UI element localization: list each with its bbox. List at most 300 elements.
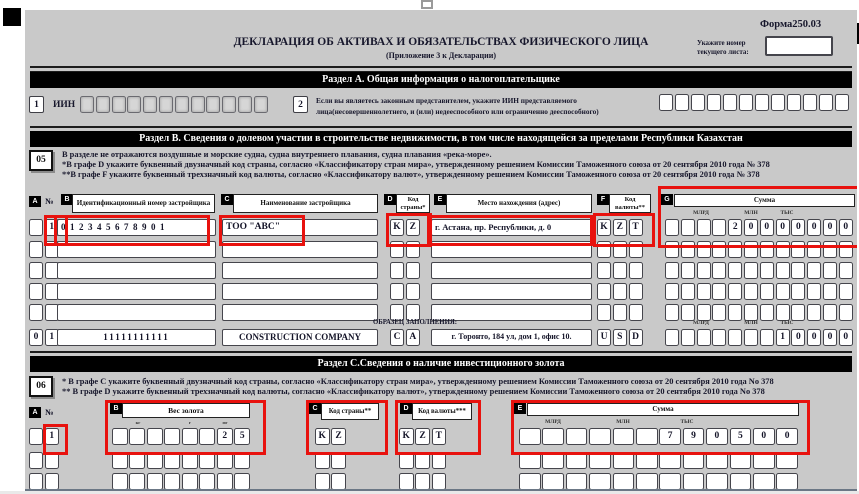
char-box[interactable]	[406, 283, 420, 300]
char-box[interactable]	[96, 96, 110, 113]
char-box[interactable]: 0	[807, 219, 821, 236]
sample-amount-boxes	[665, 329, 855, 346]
char-box[interactable]	[234, 473, 250, 490]
char-box[interactable]	[629, 283, 643, 300]
char-box[interactable]	[712, 241, 726, 258]
gold-row1-amount-boxes[interactable]	[519, 428, 800, 445]
row1-number-boxes[interactable]	[29, 219, 61, 236]
char-box[interactable]: 0	[823, 219, 837, 236]
char-box[interactable]	[629, 241, 643, 258]
char-box[interactable]	[406, 262, 420, 279]
char-box[interactable]	[697, 241, 711, 258]
char-box-row[interactable]	[519, 452, 800, 469]
char-box-row[interactable]	[390, 241, 422, 258]
char-box-row[interactable]	[390, 283, 422, 300]
char-box-row[interactable]	[597, 283, 644, 300]
char-box[interactable]	[760, 283, 774, 300]
char-box[interactable]: T	[629, 219, 643, 236]
section-a-band: Раздел А. Общая информация о налогоплательщике	[30, 72, 852, 88]
char-box[interactable]	[697, 304, 711, 321]
sheet-number-input[interactable]	[765, 36, 833, 56]
sample-developer-id: 11111111111	[57, 329, 216, 346]
char-box[interactable]	[839, 262, 853, 279]
char-box[interactable]	[776, 262, 790, 279]
char-box: 0	[29, 329, 43, 346]
char-box[interactable]	[29, 452, 43, 469]
iin-input-boxes[interactable]	[80, 96, 270, 113]
char-box[interactable]	[29, 283, 43, 300]
char-box-row[interactable]	[665, 304, 855, 321]
char-box[interactable]	[597, 241, 611, 258]
empty-field[interactable]	[57, 304, 216, 321]
char-box[interactable]	[807, 304, 821, 321]
char-box[interactable]	[217, 473, 233, 490]
char-box[interactable]	[519, 428, 541, 445]
section-c-band: Раздел С.Сведения о наличие инвестиционного золота	[30, 356, 852, 372]
weight-scale-kg: кг	[135, 420, 141, 425]
char-box[interactable]	[665, 241, 679, 258]
char-box[interactable]: 9	[683, 428, 705, 445]
char-box[interactable]	[597, 304, 611, 321]
char-box[interactable]	[390, 262, 404, 279]
char-box[interactable]	[835, 94, 849, 111]
char-box: 0	[823, 329, 837, 346]
char-box[interactable]	[613, 283, 627, 300]
char-box[interactable]	[566, 452, 588, 469]
char-box[interactable]	[432, 452, 447, 469]
char-box[interactable]	[147, 428, 163, 445]
char-box[interactable]: 1	[45, 219, 59, 236]
col-d-header: Код страны*	[396, 194, 430, 213]
char-box[interactable]: K	[315, 428, 330, 445]
char-box[interactable]	[143, 96, 157, 113]
char-box[interactable]	[29, 262, 43, 279]
sample-currency-code	[597, 329, 644, 346]
char-box[interactable]: 2	[728, 219, 742, 236]
char-box[interactable]	[199, 473, 215, 490]
char-box[interactable]	[823, 283, 837, 300]
char-box[interactable]	[728, 283, 742, 300]
col-d-key: D	[384, 194, 396, 205]
char-box[interactable]	[238, 96, 252, 113]
char-box[interactable]	[776, 304, 790, 321]
char-box[interactable]: K	[597, 219, 611, 236]
representative-text-line1: Если вы являетесь законным представителем, укажите ИИН представляемого	[316, 96, 577, 105]
char-box[interactable]: Z	[415, 428, 430, 445]
col2-c-key: C	[309, 403, 321, 414]
char-box[interactable]	[254, 96, 268, 113]
char-box[interactable]	[712, 304, 726, 321]
char-box[interactable]	[112, 428, 128, 445]
char-box[interactable]	[80, 96, 94, 113]
char-box[interactable]	[613, 262, 627, 279]
char-box[interactable]	[29, 304, 43, 321]
col-c-key: C	[221, 194, 233, 205]
char-box[interactable]	[803, 94, 817, 111]
char-box[interactable]	[164, 473, 180, 490]
char-box[interactable]	[206, 96, 220, 113]
char-box[interactable]	[675, 94, 689, 111]
char-box[interactable]	[776, 283, 790, 300]
char-box[interactable]	[566, 473, 588, 490]
char-box[interactable]	[776, 241, 790, 258]
char-box[interactable]	[744, 241, 758, 258]
representative-iin-boxes[interactable]	[659, 94, 851, 111]
char-box[interactable]	[791, 262, 805, 279]
char-box[interactable]	[29, 241, 43, 258]
scale2-tys: ТЫС	[680, 419, 694, 425]
char-box[interactable]	[791, 283, 805, 300]
char-box[interactable]	[819, 94, 833, 111]
char-box[interactable]	[147, 452, 163, 469]
char-box: S	[613, 329, 627, 346]
char-box[interactable]	[164, 452, 180, 469]
char-box[interactable]	[399, 473, 414, 490]
char-box	[760, 329, 774, 346]
iin-label: ИИН	[53, 100, 76, 110]
char-box[interactable]	[839, 283, 853, 300]
col2-a-label: №	[45, 407, 54, 417]
char-box[interactable]	[331, 473, 346, 490]
char-box[interactable]: Z	[406, 219, 420, 236]
char-box	[697, 329, 711, 346]
char-box[interactable]	[597, 283, 611, 300]
sample-scale-tys: ТЫС	[780, 320, 794, 326]
char-box[interactable]	[629, 262, 643, 279]
char-box[interactable]	[755, 94, 769, 111]
char-box-row[interactable]	[399, 452, 448, 469]
char-box[interactable]	[315, 473, 330, 490]
char-box[interactable]	[542, 452, 564, 469]
char-box[interactable]	[636, 428, 658, 445]
char-box[interactable]	[199, 428, 215, 445]
char-box[interactable]: 1	[45, 428, 59, 445]
char-box[interactable]	[807, 283, 821, 300]
char-box[interactable]	[589, 452, 611, 469]
section-b-note-1: В разделе не отражаются воздушные и морские судна, судна внутреннего плавания, судна плавания «река-море».	[62, 150, 492, 159]
char-box[interactable]	[45, 452, 59, 469]
empty-field[interactable]	[431, 262, 592, 279]
char-box-row[interactable]	[29, 241, 61, 258]
char-box[interactable]	[629, 304, 643, 321]
section-c-code: 06	[29, 376, 53, 397]
char-box[interactable]	[753, 473, 775, 490]
char-box[interactable]	[159, 96, 173, 113]
char-box[interactable]	[519, 452, 541, 469]
gold-row1-country-code[interactable]	[315, 428, 348, 445]
char-box[interactable]	[29, 428, 43, 445]
empty-field[interactable]	[57, 262, 216, 279]
char-box[interactable]	[315, 452, 330, 469]
char-box[interactable]	[707, 94, 721, 111]
char-box-row[interactable]	[112, 473, 252, 490]
col2-b-header: Вес золота	[122, 403, 250, 418]
char-box[interactable]	[807, 241, 821, 258]
row1-country-code[interactable]	[390, 219, 422, 236]
char-box	[712, 329, 726, 346]
char-box[interactable]	[760, 241, 774, 258]
sample-scale-mln: МЛН	[744, 320, 758, 326]
char-box[interactable]	[129, 452, 145, 469]
char-box[interactable]	[787, 94, 801, 111]
char-box[interactable]	[791, 304, 805, 321]
char-box-row[interactable]	[29, 452, 61, 469]
char-box[interactable]	[112, 452, 128, 469]
char-box[interactable]: 0	[839, 219, 853, 236]
sheet-number-label-line2: текущего листа:	[697, 48, 749, 56]
char-box[interactable]: K	[399, 428, 414, 445]
char-box[interactable]	[390, 283, 404, 300]
char-box[interactable]	[636, 473, 658, 490]
char-box: 0	[807, 329, 821, 346]
char-box[interactable]: 0	[753, 428, 775, 445]
char-box[interactable]	[681, 283, 695, 300]
char-box[interactable]	[390, 241, 404, 258]
col2-c-header: Код страны**	[321, 403, 379, 420]
char-box[interactable]	[681, 304, 695, 321]
char-box[interactable]	[728, 241, 742, 258]
empty-field[interactable]	[222, 304, 378, 321]
char-box: A	[406, 329, 420, 346]
char-box[interactable]	[566, 428, 588, 445]
char-box[interactable]	[613, 428, 635, 445]
char-box[interactable]	[706, 452, 728, 469]
char-box-row[interactable]	[29, 262, 61, 279]
char-box[interactable]	[791, 241, 805, 258]
char-box[interactable]	[760, 262, 774, 279]
char-box: 0	[791, 329, 805, 346]
empty-table-row	[25, 241, 857, 259]
char-box[interactable]	[683, 452, 705, 469]
representative-text-line2: лица(несовершеннолетнего, и (или) недееспособного или ограниченно дееспособного)	[316, 107, 599, 116]
empty-field[interactable]	[222, 283, 378, 300]
char-box-row[interactable]	[665, 262, 855, 279]
char-box[interactable]	[175, 96, 189, 113]
char-box[interactable]: 5	[730, 428, 752, 445]
field1-number: 1	[29, 96, 44, 113]
char-box-row[interactable]	[315, 452, 348, 469]
char-box[interactable]	[665, 304, 679, 321]
col-g-header: Сумма	[674, 194, 855, 207]
char-box[interactable]	[234, 452, 250, 469]
col2-d-header: Код валюты***	[412, 403, 472, 420]
section-b-note-3: **В графе F укажите буквенный трехзначный код валюты, согласно «Классификатору валют», утвержденному решением Комиссии Таможенного союза от 20 сентября 2010 года № 378	[62, 170, 760, 179]
char-box[interactable]	[753, 452, 775, 469]
char-box[interactable]: Z	[331, 428, 346, 445]
empty-field[interactable]	[222, 241, 378, 258]
form-number: Форма250.03	[760, 19, 822, 30]
char-box[interactable]	[613, 241, 627, 258]
char-box[interactable]	[432, 473, 447, 490]
section-c-note-1: * В графе С укажите буквенный двузначный код страны, согласно «Классификатору стран мира», утвержденному решением Комиссии Таможенного союза от 20 сентября 2010 года No 378	[62, 377, 774, 386]
char-box[interactable]	[182, 428, 198, 445]
char-box[interactable]	[182, 473, 198, 490]
char-box[interactable]	[681, 262, 695, 279]
char-box[interactable]: Z	[613, 219, 627, 236]
char-box[interactable]	[399, 452, 414, 469]
char-box[interactable]	[659, 94, 673, 111]
char-box[interactable]	[659, 452, 681, 469]
char-box[interactable]: K	[390, 219, 404, 236]
char-box[interactable]	[127, 96, 141, 113]
empty-field[interactable]	[431, 241, 592, 258]
char-box-row[interactable]	[665, 283, 855, 300]
char-box[interactable]	[839, 304, 853, 321]
char-box[interactable]	[222, 96, 236, 113]
char-box[interactable]	[681, 241, 695, 258]
char-box-row[interactable]	[519, 473, 800, 490]
char-box[interactable]	[697, 283, 711, 300]
empty-field[interactable]	[222, 262, 378, 279]
empty-field[interactable]	[431, 283, 592, 300]
char-box[interactable]: 5	[234, 428, 250, 445]
sample-country-code	[390, 329, 422, 346]
char-box[interactable]	[29, 219, 43, 236]
char-box[interactable]	[807, 262, 821, 279]
char-box[interactable]: 2	[217, 428, 233, 445]
char-box[interactable]	[706, 473, 728, 490]
char-box[interactable]	[681, 219, 695, 236]
char-box[interactable]	[665, 283, 679, 300]
col-c-header: Наименование застройщика	[233, 194, 378, 213]
char-box[interactable]	[712, 219, 726, 236]
char-box: U	[597, 329, 611, 346]
char-box[interactable]	[665, 262, 679, 279]
char-box[interactable]	[697, 219, 711, 236]
char-box-row[interactable]	[399, 473, 448, 490]
char-box[interactable]	[776, 473, 798, 490]
char-box[interactable]	[723, 94, 737, 111]
char-box[interactable]: T	[432, 428, 447, 445]
char-box: 1	[45, 329, 59, 346]
form-subtitle: (Приложение 3 к Декларации)	[385, 51, 497, 60]
char-box[interactable]	[744, 283, 758, 300]
col-b-header: Идентификационный номер застройщика	[72, 194, 215, 213]
char-box[interactable]	[665, 219, 679, 236]
col-a-key: A	[29, 196, 41, 207]
char-box[interactable]	[712, 262, 726, 279]
char-box[interactable]	[760, 304, 774, 321]
char-box[interactable]	[415, 452, 430, 469]
char-box[interactable]	[739, 94, 753, 111]
char-box[interactable]	[823, 304, 837, 321]
row1-address[interactable]: г. Астана, пр. Республики, д. 0	[431, 219, 592, 236]
col-a-label: №	[45, 196, 54, 206]
row1-currency-code[interactable]	[597, 219, 644, 236]
row1-amount-boxes[interactable]	[665, 219, 855, 236]
char-box-row[interactable]	[597, 262, 644, 279]
char-box-row[interactable]	[665, 241, 855, 258]
char-box[interactable]	[744, 304, 758, 321]
char-box[interactable]: 0	[706, 428, 728, 445]
char-box[interactable]	[542, 473, 564, 490]
char-box-row[interactable]	[315, 473, 348, 490]
col-f-key: F	[597, 194, 609, 205]
char-box[interactable]	[217, 452, 233, 469]
char-box[interactable]: 0	[760, 219, 774, 236]
char-box[interactable]	[199, 452, 215, 469]
empty-field[interactable]	[57, 283, 216, 300]
char-box[interactable]	[589, 428, 611, 445]
char-box[interactable]	[182, 452, 198, 469]
char-box[interactable]	[697, 262, 711, 279]
char-box[interactable]	[129, 428, 145, 445]
char-box-row[interactable]	[29, 283, 61, 300]
section-b-band: Раздел В. Сведения о долевом участии в строительстве недвижимости, в том числе находящейся за пределами Республики Казахстан	[30, 131, 852, 147]
char-box-row[interactable]	[29, 473, 61, 490]
char-box[interactable]	[712, 283, 726, 300]
char-box[interactable]	[691, 94, 705, 111]
char-box[interactable]	[730, 452, 752, 469]
char-box[interactable]	[164, 428, 180, 445]
char-box[interactable]	[823, 262, 837, 279]
char-box[interactable]	[29, 473, 43, 490]
char-box-row[interactable]	[597, 241, 644, 258]
char-box[interactable]: 7	[659, 428, 681, 445]
char-box[interactable]	[728, 262, 742, 279]
char-box[interactable]	[519, 473, 541, 490]
char-box[interactable]	[542, 428, 564, 445]
char-box	[728, 329, 742, 346]
char-box[interactable]	[823, 241, 837, 258]
char-box[interactable]	[112, 96, 126, 113]
sample-scale-mlrd: МЛРД	[693, 320, 709, 326]
gold-row1-weight-boxes[interactable]	[112, 428, 252, 445]
char-box[interactable]: 0	[776, 219, 790, 236]
char-box[interactable]	[771, 94, 785, 111]
char-box[interactable]	[776, 452, 798, 469]
char-box-row[interactable]	[112, 452, 252, 469]
char-box[interactable]	[730, 473, 752, 490]
char-box[interactable]	[191, 96, 205, 113]
char-box	[665, 329, 679, 346]
char-box[interactable]	[589, 473, 611, 490]
col-e-header: Место нахождения (адрес)	[446, 194, 592, 213]
char-box[interactable]	[597, 262, 611, 279]
char-box[interactable]	[659, 473, 681, 490]
char-box[interactable]	[839, 241, 853, 258]
char-box[interactable]	[744, 262, 758, 279]
char-box[interactable]	[613, 304, 627, 321]
char-box[interactable]	[112, 473, 128, 490]
char-box[interactable]	[613, 452, 635, 469]
char-box[interactable]	[636, 452, 658, 469]
char-box[interactable]	[331, 452, 346, 469]
char-box[interactable]	[129, 473, 145, 490]
char-box[interactable]	[683, 473, 705, 490]
sample-address: г. Торонто, 184 ул, дом 1, офис 10.	[431, 329, 592, 346]
char-box[interactable]	[406, 241, 420, 258]
char-box[interactable]: 0	[776, 428, 798, 445]
char-box[interactable]	[45, 473, 59, 490]
char-box[interactable]: 0	[791, 219, 805, 236]
char-box-row[interactable]	[29, 304, 61, 321]
char-box-row[interactable]	[597, 304, 644, 321]
char-box[interactable]: 0	[744, 219, 758, 236]
resize-handle-icon[interactable]	[421, 0, 433, 9]
char-box[interactable]	[728, 304, 742, 321]
char-box-row[interactable]	[390, 262, 422, 279]
gold-row1-currency-code[interactable]	[399, 428, 448, 445]
char-box[interactable]	[147, 473, 163, 490]
char-box[interactable]	[415, 473, 430, 490]
row1-developer-id[interactable]: 012345678901	[57, 219, 216, 236]
row1-developer-name[interactable]: ТОО "АВС"	[222, 219, 378, 236]
char-box: D	[629, 329, 643, 346]
empty-field[interactable]	[57, 241, 216, 258]
gold-row1-number-boxes[interactable]	[29, 428, 61, 445]
char-box[interactable]	[613, 473, 635, 490]
